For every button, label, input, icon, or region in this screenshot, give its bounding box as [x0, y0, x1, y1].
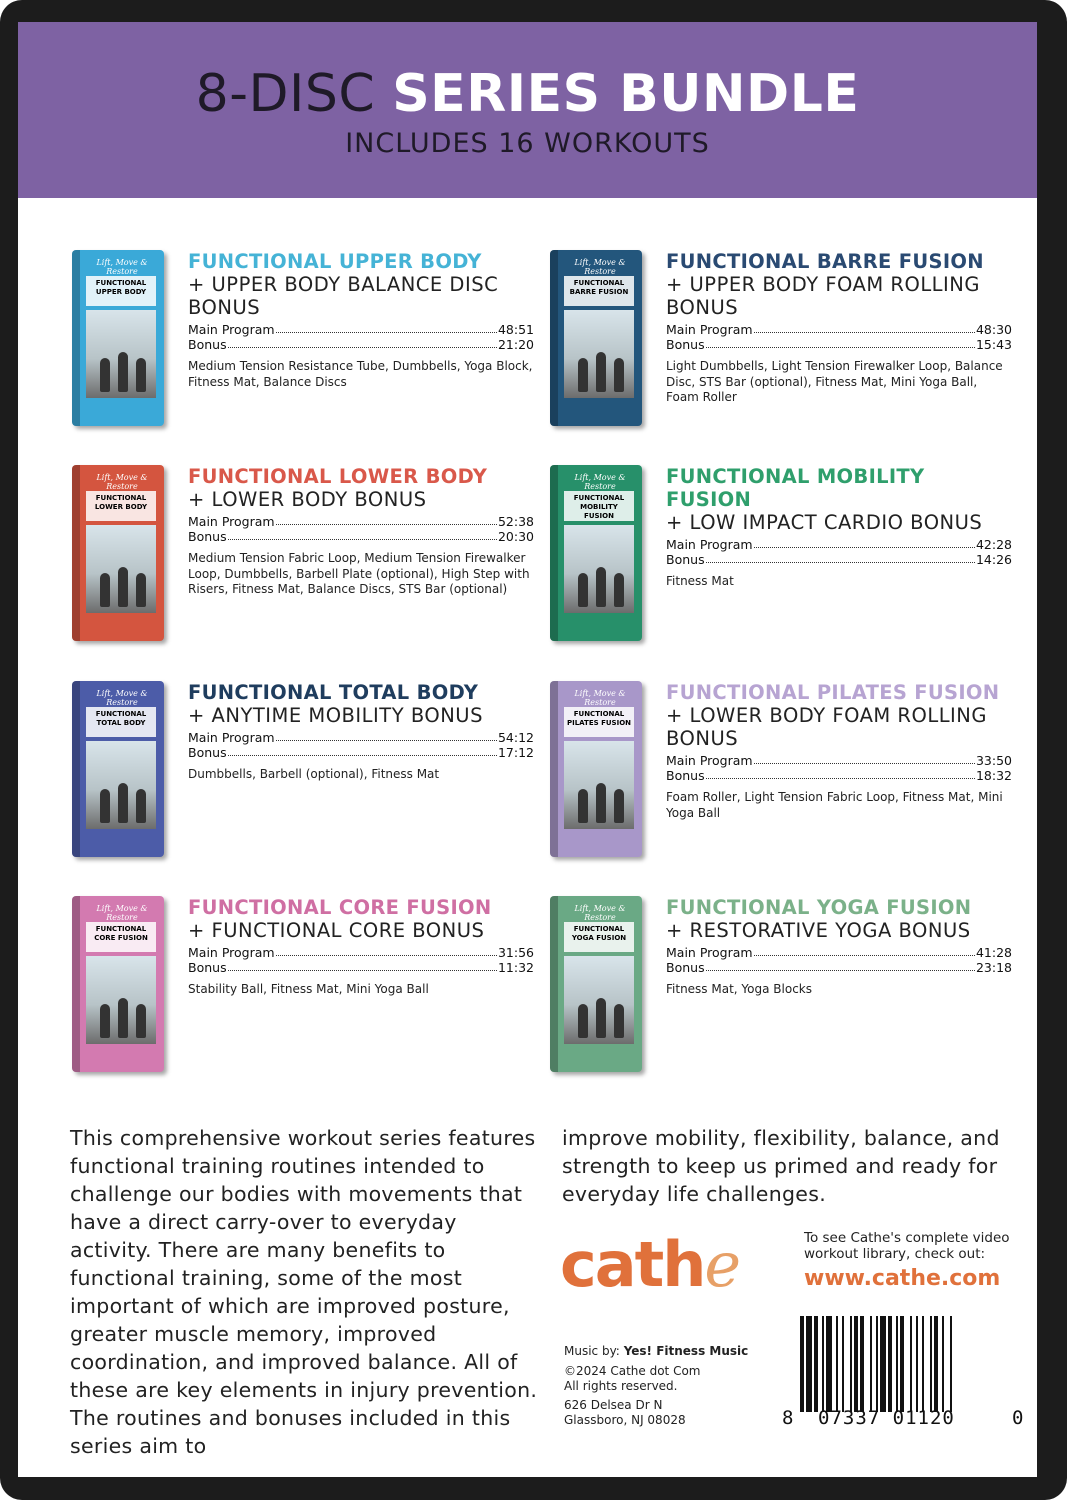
- figure-shape: [596, 783, 606, 823]
- barcode: [800, 1316, 1020, 1412]
- dvd-spine: [550, 681, 558, 857]
- main-program-row: [666, 753, 1012, 768]
- dvd-cover: [550, 896, 642, 1072]
- disc-bonus-title: + FUNCTIONAL CORE BONUS: [188, 919, 485, 942]
- cover-photo: [86, 741, 156, 829]
- disc-entry: [72, 465, 534, 655]
- leader-dots: [754, 322, 975, 333]
- leader-dots: [228, 337, 497, 348]
- figure-shape: [136, 358, 146, 392]
- leader-dots: [754, 537, 975, 548]
- leader-dots: [276, 514, 497, 525]
- barcode-left-digit: 8: [782, 1407, 794, 1429]
- figure-shape: [614, 1004, 624, 1038]
- cover-photo: [86, 525, 156, 613]
- disc-bonus-title: + LOWER BODY BONUS: [188, 488, 427, 511]
- main-program-row: [188, 945, 534, 960]
- cover-photo: [564, 741, 634, 829]
- cover-brand: Lift, Move & Restore: [96, 689, 148, 707]
- main-program-time: 54:12: [497, 730, 534, 745]
- disc-title: FUNCTIONAL CORE FUSION: [188, 896, 492, 919]
- bonus-label: Bonus: [666, 768, 705, 783]
- bonus-time: 18:32: [975, 768, 1012, 783]
- figure-shape: [578, 573, 588, 607]
- website-link[interactable]: www.cathe.com: [804, 1266, 1001, 1291]
- dvd-spine: [72, 465, 80, 641]
- cover-brand: Lift, Move & Restore: [574, 904, 626, 922]
- cathe-logo-main: cath: [560, 1228, 705, 1301]
- main-program-label: Main Program: [666, 945, 753, 960]
- cover-photo: [564, 956, 634, 1044]
- bonus-row: [188, 529, 534, 544]
- leader-dots: [706, 960, 975, 971]
- cover-title: FUNCTIONAL UPPER BODY: [86, 276, 156, 306]
- main-program-label: Main Program: [188, 514, 275, 529]
- main-program-row: [666, 322, 1012, 337]
- main-program-label: Main Program: [666, 537, 753, 552]
- disc-entry: [550, 681, 1012, 871]
- bonus-row: [188, 745, 534, 760]
- figure-shape: [136, 1004, 146, 1038]
- disc-info: [666, 681, 1012, 821]
- dvd-cover: [550, 465, 642, 641]
- barcode-bar: [800, 1316, 804, 1412]
- main-program-row: [188, 730, 534, 745]
- bonus-label: Bonus: [188, 745, 227, 760]
- barcode-bar: [916, 1316, 918, 1412]
- main-program-time: 42:28: [975, 537, 1012, 552]
- leader-dots: [706, 552, 975, 563]
- figure-shape: [596, 567, 606, 607]
- cover-brand: Lift, Move & Restore: [574, 689, 626, 707]
- main-program-row: [666, 537, 1012, 552]
- figure-shape: [596, 998, 606, 1038]
- bonus-time: 17:12: [497, 745, 534, 760]
- barcode-bar: [822, 1316, 824, 1412]
- leader-dots: [276, 730, 497, 741]
- figure-shape: [614, 358, 624, 392]
- main-program-label: Main Program: [188, 322, 275, 337]
- header-banner: [18, 22, 1037, 198]
- figure-shape: [596, 352, 606, 392]
- leader-dots: [706, 768, 975, 779]
- address-line1: 626 Delsea Dr N: [564, 1398, 663, 1412]
- barcode-bar: [942, 1316, 944, 1412]
- barcode-bar: [814, 1316, 818, 1412]
- main-program-label: Main Program: [666, 753, 753, 768]
- dvd-cover: [72, 681, 164, 857]
- disc-info: [188, 250, 534, 390]
- cathe-logo-e: e: [704, 1228, 740, 1301]
- figure-shape: [136, 573, 146, 607]
- figure-shape: [118, 567, 128, 607]
- barcode-bar: [896, 1316, 898, 1412]
- cover-photo: [86, 956, 156, 1044]
- disc-info: [188, 896, 534, 998]
- disc-bonus-title: + LOWER BODY FOAM ROLLING BONUS: [666, 704, 988, 750]
- figure-shape: [100, 573, 110, 607]
- bonus-row: [188, 337, 534, 352]
- cover-photo: [564, 525, 634, 613]
- barcode-bar: [910, 1316, 912, 1412]
- bonus-label: Bonus: [188, 529, 227, 544]
- header-title-light: 8-DISC: [195, 64, 376, 124]
- cover-photo: [564, 310, 634, 398]
- disc-entry: [72, 896, 534, 1086]
- bonus-row: [188, 960, 534, 975]
- bonus-time: 11:32: [497, 960, 534, 975]
- barcode-bar: [888, 1316, 892, 1412]
- dvd-cover: [72, 250, 164, 426]
- figure-shape: [614, 789, 624, 823]
- disc-info: [666, 465, 1012, 590]
- main-program-time: 41:28: [975, 945, 1012, 960]
- bonus-time: 14:26: [975, 552, 1012, 567]
- disc-bonus-title: + UPPER BODY BALANCE DISC BONUS: [188, 273, 499, 319]
- main-program-label: Main Program: [188, 945, 275, 960]
- description-col2: improve mobility, flexibility, balance, and strength to keep us primed and ready for everyday life challenges.: [562, 1126, 1000, 1206]
- disc-title: FUNCTIONAL LOWER BODY: [188, 465, 488, 488]
- cover-photo: [86, 310, 156, 398]
- cover-title: FUNCTIONAL MOBILITY FUSION: [564, 491, 634, 521]
- bonus-row: [666, 960, 1012, 975]
- equipment-list: Stability Ball, Fitness Mat, Mini Yoga Ball: [188, 982, 429, 996]
- cover-brand: Lift, Move & Restore: [96, 473, 148, 491]
- main-program-time: 31:56: [497, 945, 534, 960]
- disc-title: FUNCTIONAL TOTAL BODY: [188, 681, 479, 704]
- disc-info: [188, 465, 534, 598]
- disc-title: FUNCTIONAL UPPER BODY: [188, 250, 482, 273]
- leader-dots: [228, 960, 497, 971]
- disc-title: FUNCTIONAL BARRE FUSION: [666, 250, 984, 273]
- rights: All rights reserved.: [564, 1379, 678, 1393]
- music-value: Yes! Fitness Music: [623, 1344, 749, 1358]
- address-line2: Glassboro, NJ 08028: [564, 1413, 686, 1427]
- main-program-row: [666, 945, 1012, 960]
- barcode-bar: [900, 1316, 904, 1412]
- main-program-row: [188, 322, 534, 337]
- leader-dots: [706, 337, 975, 348]
- dvd-cover: [72, 896, 164, 1072]
- barcode-digits: 07337 01120: [818, 1407, 955, 1429]
- bonus-time: 23:18: [975, 960, 1012, 975]
- disc-info: [666, 250, 1012, 406]
- dvd-cover: [72, 465, 164, 641]
- disc-entry: [72, 681, 534, 871]
- disc-bonus-title: + RESTORATIVE YOGA BONUS: [666, 919, 971, 942]
- disc-bonus-title: + LOW IMPACT CARDIO BONUS: [666, 511, 983, 534]
- figure-shape: [100, 358, 110, 392]
- equipment-list: Medium Tension Fabric Loop, Medium Tension Firewalker Loop, Dumbbells, Barbell Plate (optional), High Step with Risers, Fitness Mat, Balance Discs, STS Bar (optional): [188, 551, 530, 596]
- dvd-spine: [72, 681, 80, 857]
- equipment-list: Light Dumbbells, Light Tension Firewalker Loop, Balance Disc, STS Bar (optional), Fitness Mat, Mini Yoga Ball, Foam Roller: [666, 359, 1003, 404]
- figure-shape: [118, 352, 128, 392]
- dvd-spine: [550, 896, 558, 1072]
- dvd-spine: [72, 250, 80, 426]
- cover-brand: Lift, Move & Restore: [96, 904, 148, 922]
- cathe-logo: [560, 1228, 739, 1301]
- leader-dots: [754, 945, 975, 956]
- bonus-label: Bonus: [188, 337, 227, 352]
- leader-dots: [228, 745, 497, 756]
- disc-info: [188, 681, 534, 783]
- cover-title: FUNCTIONAL BARRE FUSION: [564, 276, 634, 306]
- disc-bonus-title: + UPPER BODY FOAM ROLLING BONUS: [666, 273, 980, 319]
- disc-bonus-title: + ANYTIME MOBILITY BONUS: [188, 704, 483, 727]
- dvd-spine: [72, 896, 80, 1072]
- cover-brand: Lift, Move & Restore: [96, 258, 148, 276]
- barcode-bar: [934, 1316, 938, 1412]
- header-subtitle: INCLUDES 16 WORKOUTS: [345, 128, 710, 159]
- cover-title: FUNCTIONAL CORE FUSION: [86, 922, 156, 952]
- disc-info: [666, 896, 1012, 998]
- barcode-bar: [870, 1316, 872, 1412]
- barcode-bar: [842, 1316, 844, 1412]
- barcode-bar: [930, 1316, 932, 1412]
- figure-shape: [578, 789, 588, 823]
- header-title: [18, 64, 1037, 124]
- equipment-list: Fitness Mat: [666, 574, 734, 588]
- header-title-bold: SERIES BUNDLE: [392, 64, 860, 124]
- library-note: To see Cathe's complete video workout library, check out:: [804, 1230, 1010, 1262]
- barcode-bar: [860, 1316, 864, 1412]
- dvd-spine: [550, 465, 558, 641]
- copyright: ©2024 Cathe dot Com: [564, 1364, 701, 1378]
- cover-title: FUNCTIONAL LOWER BODY: [86, 491, 156, 521]
- bonus-time: 21:20: [497, 337, 534, 352]
- disc-entry: [72, 250, 534, 440]
- bonus-label: Bonus: [188, 960, 227, 975]
- barcode-bar: [854, 1316, 858, 1412]
- figure-shape: [136, 789, 146, 823]
- bonus-label: Bonus: [666, 337, 705, 352]
- bonus-time: 15:43: [975, 337, 1012, 352]
- leader-dots: [276, 945, 497, 956]
- disc-title: FUNCTIONAL PILATES FUSION: [666, 681, 1000, 704]
- disc-entry: [550, 250, 1012, 440]
- barcode-bar: [950, 1316, 952, 1412]
- main-program-row: [188, 514, 534, 529]
- figure-shape: [578, 1004, 588, 1038]
- bonus-time: 20:30: [497, 529, 534, 544]
- main-program-time: 48:51: [497, 322, 534, 337]
- figure-shape: [100, 1004, 110, 1038]
- dvd-cover: [550, 681, 642, 857]
- equipment-list: Fitness Mat, Yoga Blocks: [666, 982, 812, 996]
- barcode-right-digit: 0: [1012, 1407, 1024, 1429]
- dvd-spine: [550, 250, 558, 426]
- cover-title: FUNCTIONAL PILATES FUSION: [564, 707, 634, 737]
- barcode-bar: [876, 1316, 878, 1412]
- leader-dots: [228, 529, 497, 540]
- figure-shape: [578, 358, 588, 392]
- main-program-time: 52:38: [497, 514, 534, 529]
- barcode-bar: [922, 1316, 924, 1412]
- main-program-label: Main Program: [188, 730, 275, 745]
- cover-title: FUNCTIONAL YOGA FUSION: [564, 922, 634, 952]
- barcode-bar: [850, 1316, 852, 1412]
- equipment-list: Medium Tension Resistance Tube, Dumbbells, Yoga Block, Fitness Mat, Balance Discs: [188, 359, 533, 389]
- main-program-time: 33:50: [975, 753, 1012, 768]
- disc-title: FUNCTIONAL YOGA FUSION: [666, 896, 972, 919]
- cover-brand: Lift, Move & Restore: [574, 258, 626, 276]
- barcode-bar: [836, 1316, 838, 1412]
- barcode-bar: [806, 1316, 812, 1412]
- description-col1: This comprehensive workout series features functional training routines intended to challenge our bodies with movements that have a direct carry-over to everyday activity. There are many benefits to functional training, some of the most important of which are improved posture, greater muscle memory, improved coordination, and improved balance. All of these are key elements in injury prevention. The routines and bonuses included in this series aim to: [70, 1126, 538, 1458]
- main-program-time: 48:30: [975, 322, 1012, 337]
- barcode-bar: [826, 1316, 832, 1412]
- cover-title: FUNCTIONAL TOTAL BODY: [86, 707, 156, 737]
- equipment-list: Dumbbells, Barbell (optional), Fitness Mat: [188, 767, 440, 781]
- disc-entry: [550, 465, 1012, 655]
- figure-shape: [614, 573, 624, 607]
- main-program-label: Main Program: [666, 322, 753, 337]
- figure-shape: [100, 789, 110, 823]
- figure-shape: [118, 998, 128, 1038]
- bonus-row: [666, 337, 1012, 352]
- music-label: Music by:: [564, 1344, 620, 1358]
- bonus-row: [666, 552, 1012, 567]
- leader-dots: [276, 322, 497, 333]
- cover-brand: Lift, Move & Restore: [574, 473, 626, 491]
- figure-shape: [118, 783, 128, 823]
- case-insert: [18, 22, 1037, 1477]
- music-credit: [564, 1344, 748, 1359]
- bonus-row: [666, 768, 1012, 783]
- equipment-list: Foam Roller, Light Tension Fabric Loop, Fitness Mat, Mini Yoga Ball: [666, 790, 1003, 820]
- bonus-label: Bonus: [666, 960, 705, 975]
- disc-title: FUNCTIONAL MOBILITY FUSION: [666, 465, 925, 511]
- dvd-cover: [550, 250, 642, 426]
- disc-entry: [550, 896, 1012, 1086]
- bonus-label: Bonus: [666, 552, 705, 567]
- barcode-bar: [880, 1316, 886, 1412]
- leader-dots: [754, 753, 975, 764]
